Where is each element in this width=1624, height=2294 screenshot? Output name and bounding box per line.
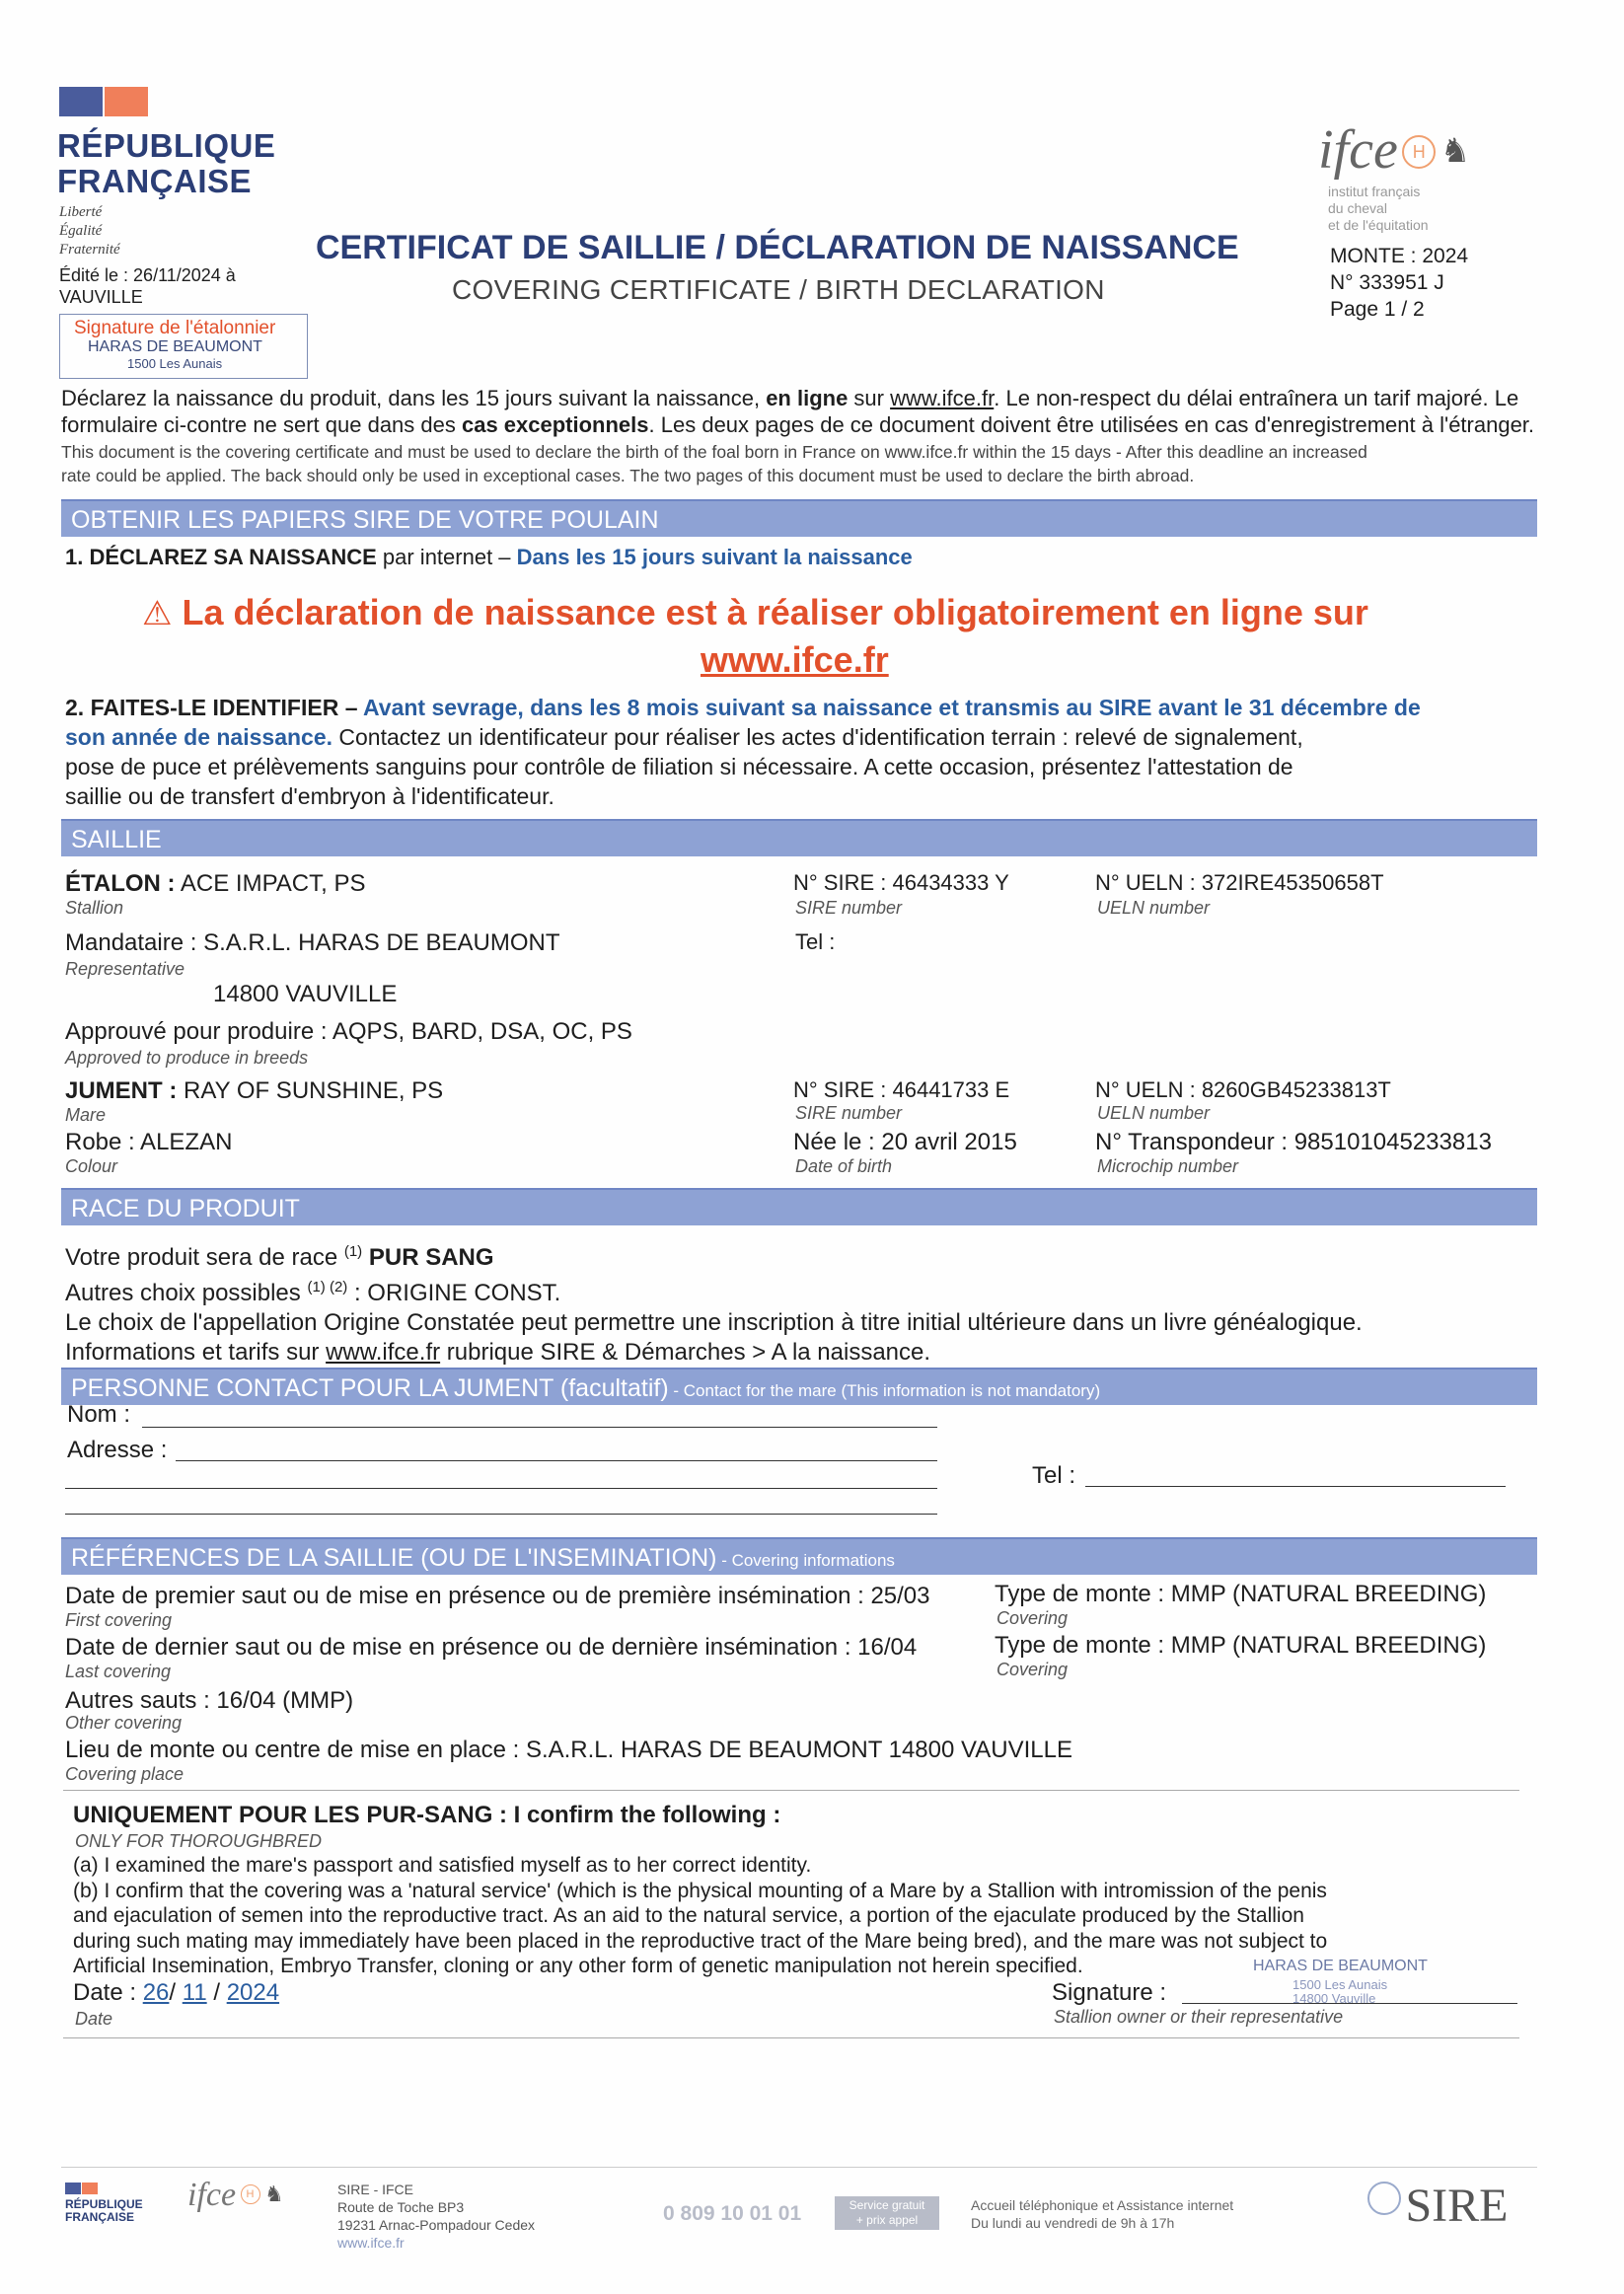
mandataire: Mandataire : S.A.R.L. HARAS DE BEAUMONT: [65, 929, 560, 956]
footer-hours: [971, 2196, 1233, 2232]
page-title: CERTIFICAT DE SAILLIE / DÉCLARATION DE NAISSANCE: [316, 229, 1239, 266]
banner-obtenir: OBTENIR LES PAPIERS SIRE DE VOTRE POULAIN: [61, 499, 1537, 537]
mare-label: JUMENT :: [65, 1077, 178, 1104]
other-covering-en: Other covering: [65, 1713, 183, 1733]
footer-divider: [61, 2167, 1537, 2168]
race-line2: [65, 1273, 1363, 1308]
sire-circle-icon: [1367, 2182, 1401, 2215]
race-l2a: Autres choix possibles: [65, 1280, 308, 1306]
step2-title: 2. FAITES-LE IDENTIFIER –: [65, 695, 364, 720]
footer-website[interactable]: www.ifce.fr: [337, 2235, 405, 2251]
race-other-choice: : ORIGINE CONST.: [347, 1280, 561, 1306]
mare-en: Mare: [65, 1105, 107, 1125]
rf-flag-blue: [59, 87, 103, 116]
contact-adresse-field[interactable]: [176, 1460, 937, 1461]
step2: [65, 693, 1421, 811]
stallion-value: ACE IMPACT, PS: [175, 870, 366, 897]
step2-line4: saillie ou de transfert d'embryon à l'identificateur.: [65, 783, 554, 809]
date-separator-1: /: [169, 1979, 183, 2006]
date-day[interactable]: 26: [142, 1979, 170, 2006]
banner-references: [61, 1537, 1537, 1575]
intro-exceptional: cas exceptionnels: [461, 412, 649, 437]
mare-colour-en: Colour: [65, 1156, 118, 1176]
mare-birth-date: Née le : 20 avril 2015: [793, 1129, 1017, 1155]
mare-sire-number: N° SIRE : 46441733 E: [793, 1077, 1010, 1102]
mare-name: [65, 1077, 443, 1105]
certificate-number: N° 333951 J: [1330, 271, 1444, 294]
ifce-wordmark: ifce: [1318, 119, 1398, 181]
footer-address: [337, 2181, 535, 2252]
ifce-h-icon: H: [1402, 135, 1436, 169]
step1: [65, 545, 913, 570]
mare-sire-en: SIRE number: [795, 1103, 903, 1123]
mandataire-address: 14800 VAUVILLE: [213, 981, 398, 1007]
banner-contact: [61, 1368, 1537, 1405]
footer-flag-blue: [65, 2183, 81, 2194]
intro-ifce-link[interactable]: www.ifce.fr: [890, 386, 995, 410]
mare-transponder: N° Transpondeur : 985101045233813: [1095, 1129, 1492, 1155]
page-number: Page 1 / 2: [1330, 298, 1425, 321]
footer-rf2: FRANÇAISE: [65, 2210, 135, 2224]
badge-line2: + prix appel: [855, 2213, 919, 2227]
approved-en: Approved to produce in breeds: [65, 1048, 309, 1068]
edited-date: Édité le : 26/11/2024 à: [59, 265, 236, 285]
ifce-subtitle: [1328, 184, 1429, 234]
footer-flag-red: [82, 2183, 98, 2194]
intro-l2c: . Les deux pages de ce document doivent être utilisées en cas d'enregistrement à l'étranger.: [648, 412, 1535, 437]
covering-type-2-en: Covering: [997, 1660, 1069, 1679]
stallion-signature-label: Signature de l'étalonnier: [74, 318, 276, 338]
signature-stamp-line2: 1500 Les Aunais: [1292, 1977, 1388, 1992]
contact-adresse-field-3[interactable]: [65, 1514, 937, 1515]
race-line3: Le choix de l'appellation Origine Constatée peut permettre une inscription à titre initial ultérieure dans un livre généalogique.: [65, 1309, 1363, 1336]
footer-sire-wordmark: SIRE: [1405, 2180, 1509, 2232]
signature-stamp-line3: 14800 Vauville: [1292, 1991, 1376, 2006]
step1-deadline: Dans les 15 jours suivant la naissance: [516, 545, 913, 569]
race-line4: [65, 1338, 1363, 1368]
step1-by-internet: par internet –: [376, 545, 517, 569]
footer-rf1: RÉPUBLIQUE: [65, 2197, 143, 2211]
contact-banner-en: - Contact for the mare (This information is not mandatory): [668, 1381, 1101, 1400]
ifce-sub1: institut français: [1328, 184, 1421, 199]
race-ifce-link[interactable]: www.ifce.fr: [326, 1339, 441, 1366]
stallion-sire-en: SIRE number: [795, 898, 903, 918]
stallion-ueln-en: UELN number: [1097, 898, 1211, 918]
mandataire-tel: Tel :: [795, 929, 836, 954]
intro-l1a: Déclarez la naissance du produit, dans les 15 jours suivant la naissance,: [61, 386, 767, 410]
mare-ueln-number: N° UELN : 8260GB45233813T: [1095, 1077, 1391, 1102]
ifce-sub2: du cheval: [1328, 200, 1387, 216]
race-l4a: Informations et tarifs sur: [65, 1339, 327, 1366]
stamp-line2: 1500 Les Aunais: [127, 356, 223, 371]
page-subtitle: COVERING CERTIFICATE / BIRTH DECLARATION: [452, 274, 1105, 305]
thoroughbred-en: ONLY FOR THOROUGHBRED: [75, 1831, 323, 1851]
footer-addr1: SIRE - IFCE: [337, 2182, 414, 2197]
covering-type-2: Type de monte : MMP (NATURAL BREEDING): [995, 1632, 1487, 1659]
contact-banner-fr: PERSONNE CONTACT POUR LA JUMENT (facultatif): [71, 1374, 669, 1402]
step2-line1: [65, 693, 1421, 722]
stallion-label: ÉTALON :: [65, 870, 176, 897]
statement-b3: during such mating may immediately have been placed in the reproductive tract of the Mare being bred), and the mare was not subject to: [73, 1929, 1328, 1953]
footer-h-icon: H: [241, 2184, 260, 2204]
step2-line2: [65, 722, 1421, 752]
signature-label: Signature :: [1052, 1979, 1167, 2006]
footer-phone[interactable]: 0 809 10 01 01: [663, 2202, 802, 2225]
footer-phone-badge: [835, 2196, 939, 2230]
mare-colour: Robe : ALEZAN: [65, 1129, 233, 1155]
confirm-date: [73, 1979, 279, 2007]
stallion-signature-box: [59, 314, 308, 379]
covering-type-1-en: Covering: [997, 1608, 1069, 1628]
stallion-ueln-number: N° UELN : 372IRE45350658T: [1095, 870, 1384, 895]
ifce-sub3: et de l'équitation: [1328, 217, 1429, 233]
stallion-name: [65, 870, 365, 898]
last-covering-en: Last covering: [65, 1662, 172, 1681]
rf-flag-red: [105, 87, 148, 116]
rf-title: [57, 128, 275, 199]
race-text: [65, 1237, 1363, 1368]
stamp-line1: HARAS DE BEAUMONT: [88, 338, 262, 355]
warning-text: La déclaration de naissance est à réaliser obligatoirement en ligne sur: [182, 592, 1368, 632]
footer-hours1: Accueil téléphonique et Assistance internet: [971, 2197, 1234, 2213]
intro-line2: [61, 411, 1534, 438]
banner-race: RACE DU PRODUIT: [61, 1188, 1537, 1225]
date-month[interactable]: 11: [182, 1979, 207, 2006]
stallion-sire-number: N° SIRE : 46434333 Y: [793, 870, 1009, 895]
statement-b1: (b) I confirm that the covering was a 'natural service' (which is the physical mounting of a Mare by a Stallion with intromission of the penis: [73, 1879, 1327, 1902]
stallion-en: Stallion: [65, 898, 124, 918]
intro-line1: [61, 385, 1534, 411]
covering-place: Lieu de monte ou centre de mise en place : S.A.R.L. HARAS DE BEAUMONT 14800 VAUVILLE: [65, 1737, 1072, 1763]
step2-contact: Contactez un identificateur pour réaliser les actes d'identification terrain : relevé de signalement,: [332, 724, 1303, 750]
date-label: Date :: [73, 1979, 143, 2006]
intro-l1d: . Le non-respect du délai entraînera un tarif majoré. Le: [994, 386, 1519, 410]
covering-type-1: Type de monte : MMP (NATURAL BREEDING): [995, 1581, 1487, 1607]
step1-title: 1. DÉCLAREZ SA NAISSANCE: [65, 545, 377, 569]
rf-logo: [59, 87, 148, 116]
date-en: Date: [75, 2009, 113, 2029]
intro-en2: rate could be applied. The back should only be used in exceptional cases. The two pages of this document must be used to declare the birth abroad.: [61, 466, 1195, 485]
race-l2-sup: (1) (2): [307, 1279, 348, 1295]
footer-sire-logo: [1367, 2179, 1508, 2233]
race-l1a: Votre produit sera de race: [65, 1244, 344, 1271]
contact-tel-field[interactable]: [1085, 1486, 1506, 1487]
intro-l1c: sur: [848, 386, 891, 410]
mare-ueln-en: UELN number: [1097, 1103, 1211, 1123]
contact-nom-label: Nom :: [67, 1401, 131, 1428]
warning-line1: [142, 592, 1368, 633]
race-l4b: rubrique SIRE & Démarches > A la naissance.: [440, 1339, 931, 1366]
statement-a: (a) I examined the mare's passport and satisfied myself as to her correct identity.: [73, 1854, 812, 1877]
race-l1-sup: (1): [343, 1243, 363, 1260]
refs-banner-fr: RÉFÉRENCES DE LA SAILLIE (OU DE L'INSEMINATION): [71, 1544, 717, 1572]
banner-saillie: SAILLIE: [61, 819, 1537, 856]
contact-adresse-field-2[interactable]: [65, 1488, 937, 1489]
step2-deadline: Avant sevrage, dans les 8 mois suivant sa naissance et transmis au SIRE avant le 31 décembre de: [363, 695, 1421, 720]
footer-ifce-wordmark: ifce: [187, 2177, 237, 2213]
contact-tel-label: Tel :: [1032, 1462, 1076, 1489]
rf-motto: [59, 203, 120, 259]
refs-banner-en: - Covering informations: [716, 1551, 895, 1570]
mare-transponder-en: Microchip number: [1097, 1156, 1239, 1176]
monte-info: [1330, 243, 1468, 323]
step2-birthyear: son année de naissance.: [65, 724, 333, 750]
footer-hours2: Du lundi au vendredi de 9h à 17h: [971, 2215, 1175, 2231]
covering-place-en: Covering place: [65, 1764, 185, 1784]
thoroughbred-title: UNIQUEMENT POUR LES PUR-SANG : I confirm the following :: [73, 1802, 781, 1828]
statement-b2: and ejaculation of semen into the reproductive tract. As an aid to the natural service, a portion of the ejaculate produced by the Stallion: [73, 1904, 1304, 1927]
mandataire-en: Representative: [65, 959, 185, 979]
first-covering-en: First covering: [65, 1610, 173, 1630]
intro-fr: [61, 385, 1534, 438]
intro-online: en ligne: [766, 386, 849, 410]
step2-line3: pose de puce et prélèvements sanguins pour contrôle de filiation si nécessaire. A cette occasion, présentez l'attestation de: [65, 754, 1293, 779]
approved-breeds: Approuvé pour produire : AQPS, BARD, DSA, OC, PS: [65, 1018, 632, 1045]
motto-egalite: Égalité: [59, 223, 103, 239]
rider-icon: ♞: [1439, 132, 1471, 170]
footer-ifce-logo: [187, 2177, 284, 2214]
motto-fraternite: Fraternité: [59, 242, 120, 258]
date-separator-2: /: [206, 1979, 227, 2006]
thoroughbred-statements: [73, 1853, 1327, 1979]
edited-place: VAUVILLE: [59, 287, 143, 307]
warning-link[interactable]: www.ifce.fr: [701, 639, 889, 680]
ifce-logo: [1318, 118, 1470, 182]
last-covering: Date de dernier saut ou de mise en présence ou de dernière insémination : 16/04: [65, 1634, 918, 1661]
mare-birth-en: Date of birth: [795, 1156, 893, 1176]
statement-b4: Artificial Insemination, Embryo Transfer, cloning or any other form of genetic manipulation not herein specified.: [73, 1955, 1083, 1977]
contact-nom-field[interactable]: [142, 1427, 937, 1428]
badge-line1: Service gratuit: [849, 2198, 925, 2212]
motto-liberte: Liberté: [59, 204, 103, 220]
mare-value: RAY OF SUNSHINE, PS: [177, 1077, 444, 1104]
race-line1: [65, 1237, 1363, 1273]
signature-en: Stallion owner or their representative: [1054, 2007, 1344, 2027]
intro-l2a: formulaire ci-contre ne sert que dans des: [61, 412, 462, 437]
rf-line1: RÉPUBLIQUE: [57, 127, 276, 164]
footer-rf-logo: [65, 2183, 143, 2224]
footer-addr2: Route de Toche BP3: [337, 2199, 465, 2215]
intro-en1: This document is the covering certificate and must be used to declare the birth of the foal born in France on www.ifce.fr within the 15 days - After this deadline an increased: [61, 442, 1367, 462]
race-breed: PUR SANG: [362, 1244, 494, 1271]
other-covering: Autres sauts : 16/04 (MMP): [65, 1687, 354, 1714]
footer-addr3: 19231 Arnac-Pompadour Cedex: [337, 2217, 536, 2233]
edition-info: [59, 264, 236, 308]
monte-year: MONTE : 2024: [1330, 245, 1469, 267]
footer-rider-icon: ♞: [263, 2182, 284, 2206]
intro-en: [61, 440, 1367, 487]
signature-stamp: HARAS DE BEAUMONT: [1253, 1958, 1428, 1974]
contact-adresse-label: Adresse :: [67, 1437, 168, 1463]
date-year[interactable]: 2024: [226, 1979, 280, 2006]
first-covering: Date de premier saut ou de mise en présence ou de première insémination : 25/03: [65, 1583, 930, 1609]
rf-line2: FRANÇAISE: [57, 163, 253, 199]
warning-icon: ⚠: [142, 595, 173, 632]
